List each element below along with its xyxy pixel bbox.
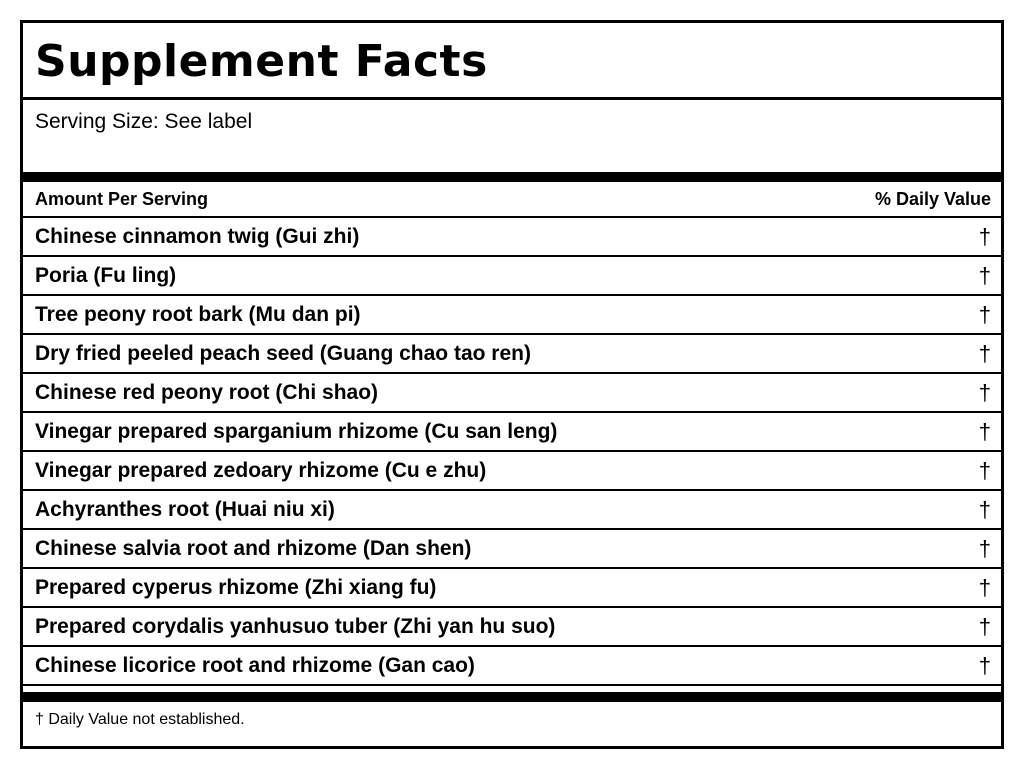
- ingredient-name: Dry fried peeled peach seed (Guang chao tao ren): [35, 341, 531, 365]
- serving-size: Serving Size: See label: [35, 110, 253, 133]
- footnote: † Daily Value not established.: [35, 711, 245, 728]
- ingredient-name: Chinese salvia root and rhizome (Dan shen): [35, 536, 472, 560]
- ingredient-row: [23, 569, 1001, 608]
- ingredient-name: Achyranthes root (Huai niu xi): [35, 497, 335, 521]
- footer-thick-divider: [23, 692, 1001, 702]
- ingredient-name: Tree peony root bark (Mu dan pi): [35, 302, 361, 326]
- thick-divider: [23, 172, 1001, 182]
- ingredient-row: [23, 491, 1001, 530]
- daily-value-symbol: †: [978, 652, 991, 678]
- daily-value-symbol: †: [978, 496, 991, 522]
- daily-value-symbol: †: [978, 301, 991, 327]
- ingredient-name: Prepared corydalis yanhusuo tuber (Zhi yan hu suo): [35, 614, 556, 638]
- ingredient-row: [23, 374, 1001, 413]
- ingredient-name: Vinegar prepared sparganium rhizome (Cu san leng): [35, 419, 558, 443]
- ingredient-name: Prepared cyperus rhizome (Zhi xiang fu): [35, 575, 437, 599]
- ingredient-row: [23, 608, 1001, 647]
- ingredient-row: [23, 296, 1001, 335]
- daily-value-symbol: †: [978, 340, 991, 366]
- ingredient-name: Chinese cinnamon twig (Gui zhi): [35, 224, 360, 248]
- daily-value-symbol: †: [978, 262, 991, 288]
- daily-value-symbol: †: [978, 379, 991, 405]
- daily-value-symbol: †: [978, 457, 991, 483]
- ingredient-row: [23, 530, 1001, 569]
- daily-value-symbol: †: [978, 535, 991, 561]
- daily-value-symbol: †: [978, 418, 991, 444]
- supplement-facts-panel: [20, 20, 1004, 749]
- ingredient-row: [23, 647, 1001, 686]
- ingredient-name: Poria (Fu ling): [35, 263, 177, 287]
- ingredient-name: Chinese licorice root and rhizome (Gan cao): [35, 653, 475, 677]
- panel-title: Supplement Facts: [35, 36, 488, 87]
- ingredient-row: [23, 218, 1001, 257]
- ingredient-row: [23, 335, 1001, 374]
- ingredient-row: [23, 257, 1001, 296]
- amount-per-serving-header: Amount Per Serving: [35, 188, 209, 209]
- ingredient-row: [23, 452, 1001, 491]
- title-row: [23, 23, 1001, 100]
- ingredient-name: Chinese red peony root (Chi shao): [35, 380, 379, 404]
- footnote-row: [23, 702, 1001, 738]
- serving-size-row: [23, 100, 1001, 172]
- ingredient-list: [23, 218, 1001, 686]
- daily-value-symbol: †: [978, 613, 991, 639]
- ingredient-name: Vinegar prepared zedoary rhizome (Cu e zhu): [35, 458, 487, 482]
- daily-value-header: % Daily Value: [874, 188, 991, 209]
- daily-value-symbol: †: [978, 574, 991, 600]
- ingredient-row: [23, 413, 1001, 452]
- column-header-row: [23, 182, 1001, 218]
- daily-value-symbol: †: [978, 223, 991, 249]
